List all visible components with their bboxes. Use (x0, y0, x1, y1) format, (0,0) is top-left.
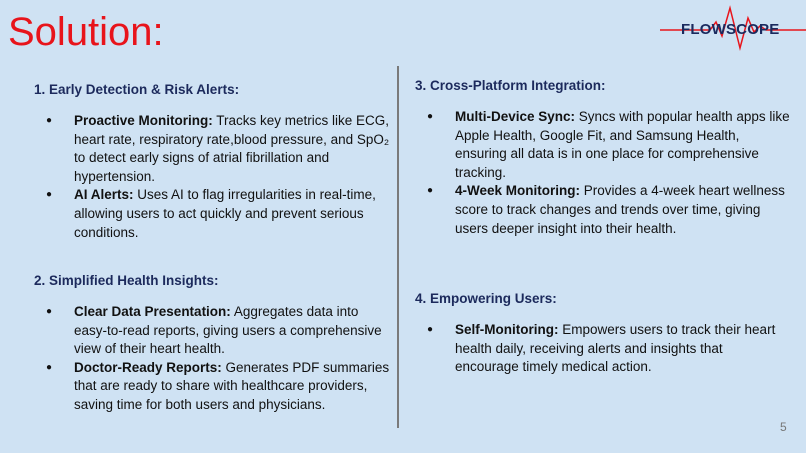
list-item (415, 108, 790, 182)
list-item (34, 303, 390, 359)
cross-platform-list (415, 108, 790, 238)
list-item (34, 186, 390, 242)
page-number: 5 (780, 420, 787, 434)
section-heading-cross-platform: 3. Cross-Platform Integration: (415, 78, 606, 93)
item-text: Empowers users to track their heart health daily, receiving alerts and insights that encourage timely medical action. (455, 322, 776, 375)
item-lead: Multi-Device Sync: (455, 109, 576, 124)
item-text: Generates PDF summaries that are ready to share with healthcare providers, saving time for both users and physicians. (74, 359, 390, 412)
section-heading-early-detection: 1. Early Detection & Risk Alerts: (34, 82, 240, 97)
logo-text: FLOWSCOPE (681, 21, 780, 38)
item-lead: Self-Monitoring: (455, 322, 559, 337)
slide-title: Solution: (8, 10, 164, 54)
section-heading-health-insights: 2. Simplified Health Insights: (34, 273, 219, 288)
column-divider (397, 66, 399, 428)
list-item (34, 112, 390, 186)
health-insights-list (34, 303, 390, 415)
section-heading-empowering-users: 4. Empowering Users: (415, 291, 557, 306)
list-item (415, 182, 790, 238)
list-item (415, 321, 790, 377)
item-text: Aggregates data into easy-to-read reports, giving users a comprehensive view of their heart health. (74, 304, 382, 357)
item-lead: 4-Week Monitoring: (455, 183, 581, 199)
item-text: Syncs with popular health apps like Apple Health, Google Fit, and Samsung Health, ensuring all data is in one place for comprehensive tracking. (455, 109, 790, 180)
item-lead: AI Alerts: (74, 187, 134, 203)
item-lead: Clear Data Presentation: (74, 304, 231, 319)
item-text: Uses AI to flag irregularities in real-time, allowing users to act quickly and prevent serious conditions. (74, 187, 376, 240)
item-text: Tracks key metrics like ECG, heart rate, respiratory rate,blood pressure, and SpO₂ to detect early signs of atrial fibrillation and hypertension. (74, 113, 390, 184)
list-item (34, 359, 390, 415)
item-lead: Proactive Monitoring: (74, 113, 213, 128)
item-text: Provides a 4-week heart wellness score to track changes and trends over time, giving users deeper insight into their health. (455, 183, 785, 236)
early-detection-list (34, 112, 390, 242)
empowering-users-list (415, 321, 790, 377)
item-lead: Doctor-Ready Reports: (74, 359, 222, 375)
